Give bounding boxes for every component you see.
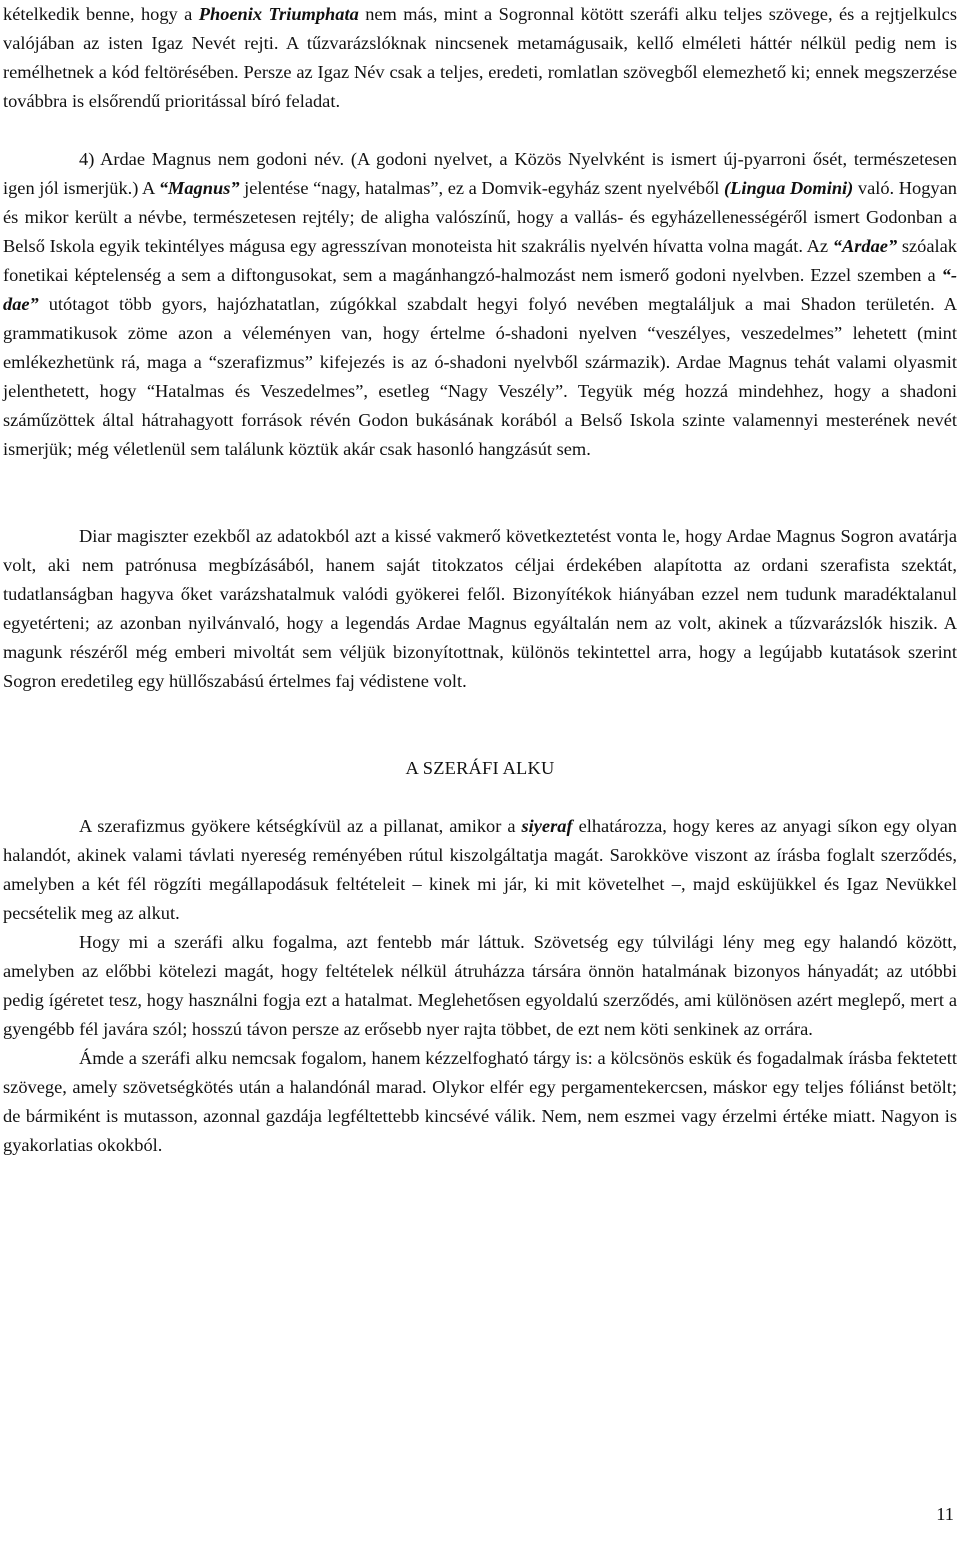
paragraph-ardae-magnus-name — [3, 145, 957, 464]
text-run: kételkedik benne, hogy a — [3, 4, 199, 24]
paragraph-diar-magiszter: Diar magiszter ezekből az adatokból azt a kissé vakmerő következtetést vonta le, hogy Ardae Magnus Sogron avatárja volt, aki nem patrónusa megbízásából, hanem saját titokzatos céljai érdekében alapította az ordani szerafista szektát, tudatlanságban hagyva őket varázshatalmuk valódi gyökerei felől. Bizonyítékok hiányában ezzel nem tudunk maradéktalanul egyetérteni; az azonban nyilvánvaló, hogy a legendás Ardae Magnus egyáltalán nem az volt, akinek a tűzvarázslók hiszik. A magunk részéről még emberi mivoltát sem véljük bizonyítottnak, különös tekintettel arra, hogy a legújabb kutatások szerint Sogron eredetileg egy hüllőszabású értelmes faj védistene volt. — [3, 526, 957, 691]
text-run: 4) Ardae Magnus nem godoni név. (A godoni nyelvet, a Közös Nyelvként is ismert új-pyarroni ősét, természetesen igen jól ismerjük.) A — [3, 149, 957, 198]
section-heading: A SZERÁFI ALKU — [405, 758, 555, 778]
paragraph-alku-fogalma: Hogy mi a szeráfi alku fogalma, azt fentebb már láttuk. Szövetség egy túlvilági lény meg egy halandó között, amelyben az előbbi kötelezi magát, hogy feltételek nélkül átruházza társára önnön hatalmának bizonyos hányadát; az utóbbi pedig ígéretet tesz, hogy használni fogja ezt a hatalmat. Meglehetősen egyoldalú szerződés, ami különösen azért meglepő, mert a gyengébb fél javára szól; hosszú távon persze az erősebb nyer rajta többet, de ezt nem köti senkinek az orrára. — [3, 932, 957, 1039]
emphasis-siyeraf: siyeraf — [521, 816, 573, 836]
text-run: szóalak fonetikai képtelenség a sem a diftongusokat, sem a magánhangzó-halmozást nem ismerő godoni nyelvben. Ezzel szemben a — [3, 236, 957, 285]
emphasis-ardae: “Ardae” — [832, 236, 898, 256]
text-run: A szerafizmus gyökere kétségkívül az a pillanat, amikor a — [79, 816, 522, 836]
text-run: való. Hogyan és mikor került a névbe, természetesen rejtély; de aligha valószínű, hogy a vallás- és egyházellenességéről ismert Godonban a Belső Iskola egyik tekintélyes mágusa egy agresszívan monoteista hit szakrális nyelvén hívatta volna magát. Az — [3, 178, 957, 256]
text-run: jelentése “nagy, hatalmas”, ez a Domvik-egyház szent nyelvéből — [239, 178, 725, 198]
emphasis-magnus: “Magnus” — [158, 178, 240, 198]
emphasis-phoenix-triumphata: Phoenix Triumphata — [198, 4, 359, 24]
text-run: elhatározza, hogy keres az anyagi síkon egy olyan halandót, akinek valami távlati nyereség reményében rútul kiszolgáltatja magát. Sarokköve viszont az írásba foglalt szerződés, amelyben a két fél rögzíti megállapodásuk feltételeit – kinek mi jár, ki mit követelhet –, majd esküjükkel és Igaz Nevükkel pecsételik meg az alkut. — [3, 816, 957, 923]
paragraph-kezzelfoghato-targy: Ámde a szeráfi alku nemcsak fogalom, hanem kézzelfogható tárgy is: a kölcsönös eskük és fogadalmak írásba fektetett szövege, amely szövetségkötés után a halandónál marad. Olykor elfér egy pergamentekercsen, máskor egy teljes fóliánst betölt; de bármiként is mutasson, azonnal gazdája legféltettebb kincsévé válik. Nem, nem eszmei vagy érzelmi értéke miatt. Nagyon is gyakorlatias okokból. — [3, 1048, 957, 1155]
page-number: 11 — [936, 1504, 954, 1524]
emphasis-lingua-domini: (Lingua Domini) — [724, 178, 854, 198]
text-run: nem más, mint a Sogronnal kötött szeráfi alku teljes szövege, és a rejtjelkulcs valójában az isten Igaz Nevét rejti. A tűzvarázslóknak nincsenek metamágusaik, kellő elméleti háttér nélkül pedig nem is remélhetnek a kód feltörésében. Persze az Igaz Név csak a teljes, eredeti, romlatlan szövegből elemezhető ki; ennek megszerzése továbbra is elsőrendű prioritással bíró feladat. — [3, 4, 957, 111]
paragraph-phoenix-triumphata — [3, 0, 957, 116]
paragraph-szerafizmus-gyokere — [3, 812, 957, 928]
emphasis-dae-suffix: “-dae” — [3, 265, 957, 314]
text-run: utótagot több gyors, hajózhatatlan, zúgókkal szabdalt hegyi folyó nevében megtaláljuk a mai Shadon területén. A grammatikusok zöme azon a véleményen van, hogy értelme ó-shadoni nyelven “veszélyes, veszedelmes” lehetett (mint emlékezhetünk rá, maga a “szerafizmus” kifejezés is az ó-shadoni nyelvből származik). Ardae Magnus tehát valami olyasmit jelenthetett, hogy “Hatalmas és Veszedelmes”, esetleg “Nagy Veszély”. Tegyük még hozzá mindehhez, hogy a shadoni száműzöttek által hátrahagyott források révén Godon bukásának korából a Belső Iskola szinte valamennyi mesterének nevét ismerjük; még véletlenül sem találunk köztük akár csak hasonló hangzásút sem. — [3, 294, 957, 459]
document-page — [3, 0, 957, 1160]
